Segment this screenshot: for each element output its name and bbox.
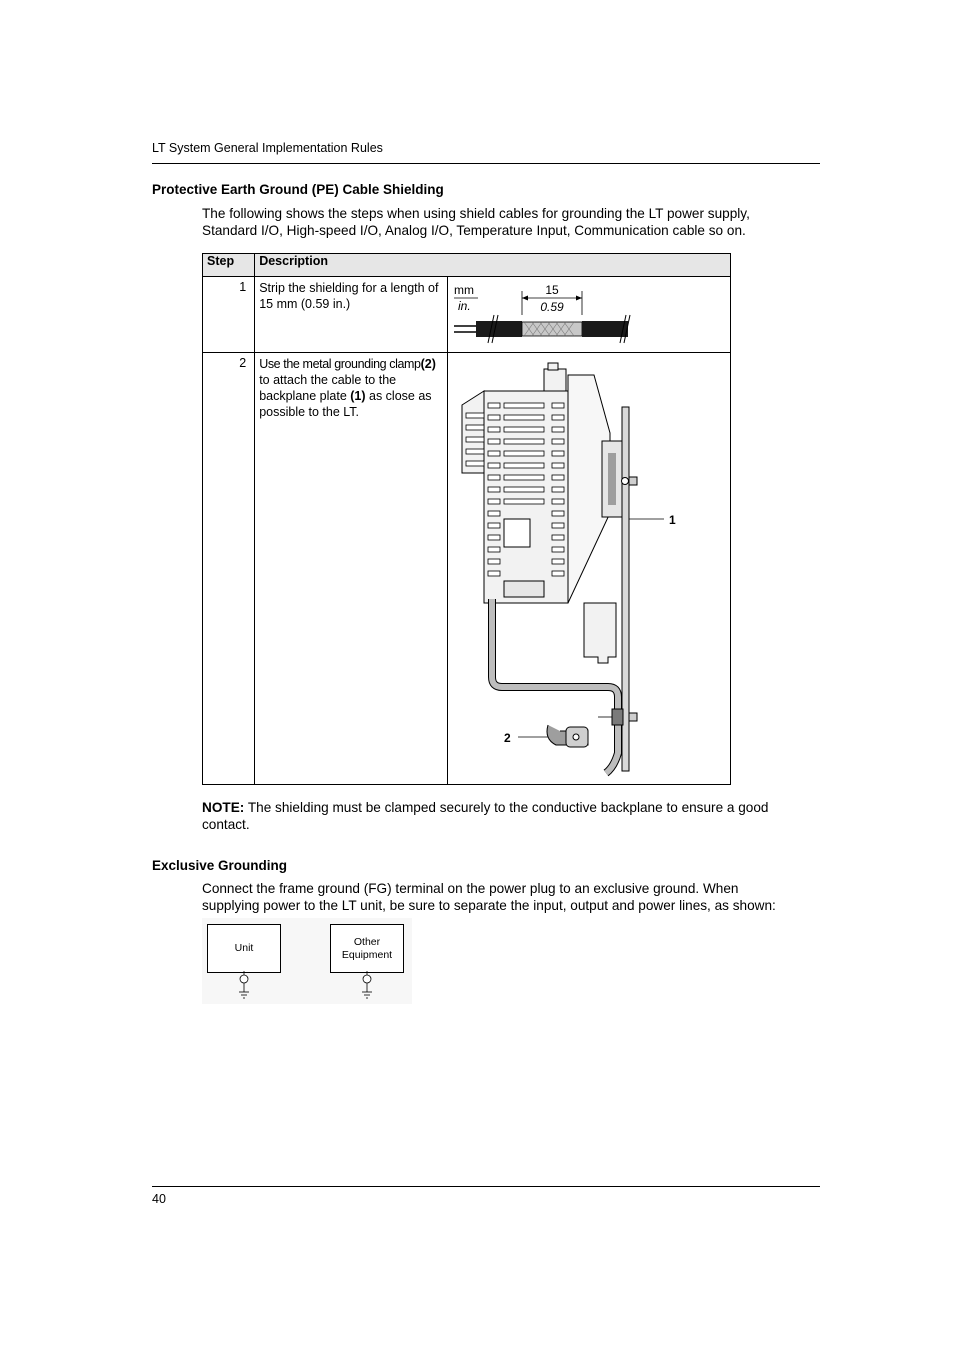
section-intro [202, 880, 822, 914]
mounting-nut [629, 477, 637, 485]
callout-ref-2: (2) [420, 357, 436, 371]
strip-length-figure-cell [447, 277, 730, 353]
table-row [203, 353, 731, 785]
unit-label: Unit [234, 942, 254, 954]
running-header: LT System General Implementation Rules [152, 141, 383, 155]
other-equipment-box [330, 924, 404, 973]
dimension-arrow-right [576, 296, 582, 301]
col-header-description: Description [255, 254, 731, 277]
col-header-step: Step [203, 254, 255, 277]
callout-ref-1: (1) [350, 389, 366, 403]
section-heading-pe-shielding: Protective Earth Ground (PE) Cable Shielding [152, 182, 444, 197]
grounding-clamp-installed [612, 709, 623, 725]
mounting-figure-cell [447, 353, 730, 785]
intro-line: Standard I/O, High-speed I/O, Analog I/O, Temperature Input, Communication cable so on. [202, 223, 746, 238]
callout-label-2: 2 [503, 731, 511, 745]
clamp-nut [629, 713, 637, 721]
unit-mm-label: mm [453, 283, 474, 297]
bottom-connector [504, 581, 544, 597]
section-intro [202, 205, 822, 239]
exposed-shield-braid [522, 322, 582, 336]
din-rail-clip [608, 453, 616, 505]
lower-module [584, 603, 616, 663]
table-row [203, 277, 731, 353]
step-description: Strip the shielding for a length of 15 mm (0.59 in.) [255, 277, 448, 353]
footer-rule [152, 1186, 820, 1187]
io-port [504, 519, 530, 547]
step-text: as close as possible to the LT. [259, 389, 432, 419]
ground-symbol-unit [239, 971, 249, 998]
note-paragraph [202, 799, 822, 833]
other-equipment-line2: Equipment [341, 948, 393, 961]
mounting-screw [621, 478, 628, 485]
intro-line: supplying power to the LT unit, be sure to separate the input, output and power lines, as shown: [202, 898, 776, 913]
dimension-mm-value: 15 [545, 283, 559, 297]
other-equipment-label [342, 936, 392, 962]
intro-line: The following shows the steps when using shield cables for grounding the LT power supply, [202, 206, 750, 221]
steps-table [202, 253, 731, 785]
header-rule [152, 163, 820, 164]
dimension-arrow-left [522, 296, 528, 301]
ground-symbols [202, 970, 412, 1004]
table-header-row [203, 254, 731, 277]
strip-length-figure [448, 277, 730, 349]
ground-symbol-other-equipment [362, 971, 372, 998]
callout-label-1: 1 [668, 513, 676, 527]
top-connector-tab [548, 363, 558, 370]
cable-jacket-left [476, 321, 522, 337]
step-number: 1 [203, 277, 255, 353]
other-equipment-line1: Other [353, 935, 381, 948]
section-heading-exclusive-grounding: Exclusive Grounding [152, 858, 288, 873]
note-text: The shielding must be clamped securely to the conductive backplane to ensure a good [244, 800, 769, 815]
grounding-clamp-figure [448, 353, 730, 781]
note-text: contact. [202, 817, 250, 832]
page-number: 40 [152, 1192, 166, 1206]
dimension-in-value: 0.59 [540, 300, 564, 314]
note-label: NOTE: [202, 800, 245, 815]
unit-box [207, 924, 281, 973]
unit-in-label: in. [457, 299, 471, 313]
step-text: to attach the cable to the backplane plate [259, 373, 397, 403]
step-description [255, 353, 448, 785]
intro-line: Connect the frame ground (FG) terminal on the power plug to an exclusive ground. When [202, 881, 739, 896]
step-text: Use the metal grounding clamp [259, 357, 421, 371]
top-connector [544, 369, 566, 391]
clamp-hole [573, 734, 579, 740]
step-number: 2 [203, 353, 255, 785]
cable-jacket-right [582, 321, 628, 337]
